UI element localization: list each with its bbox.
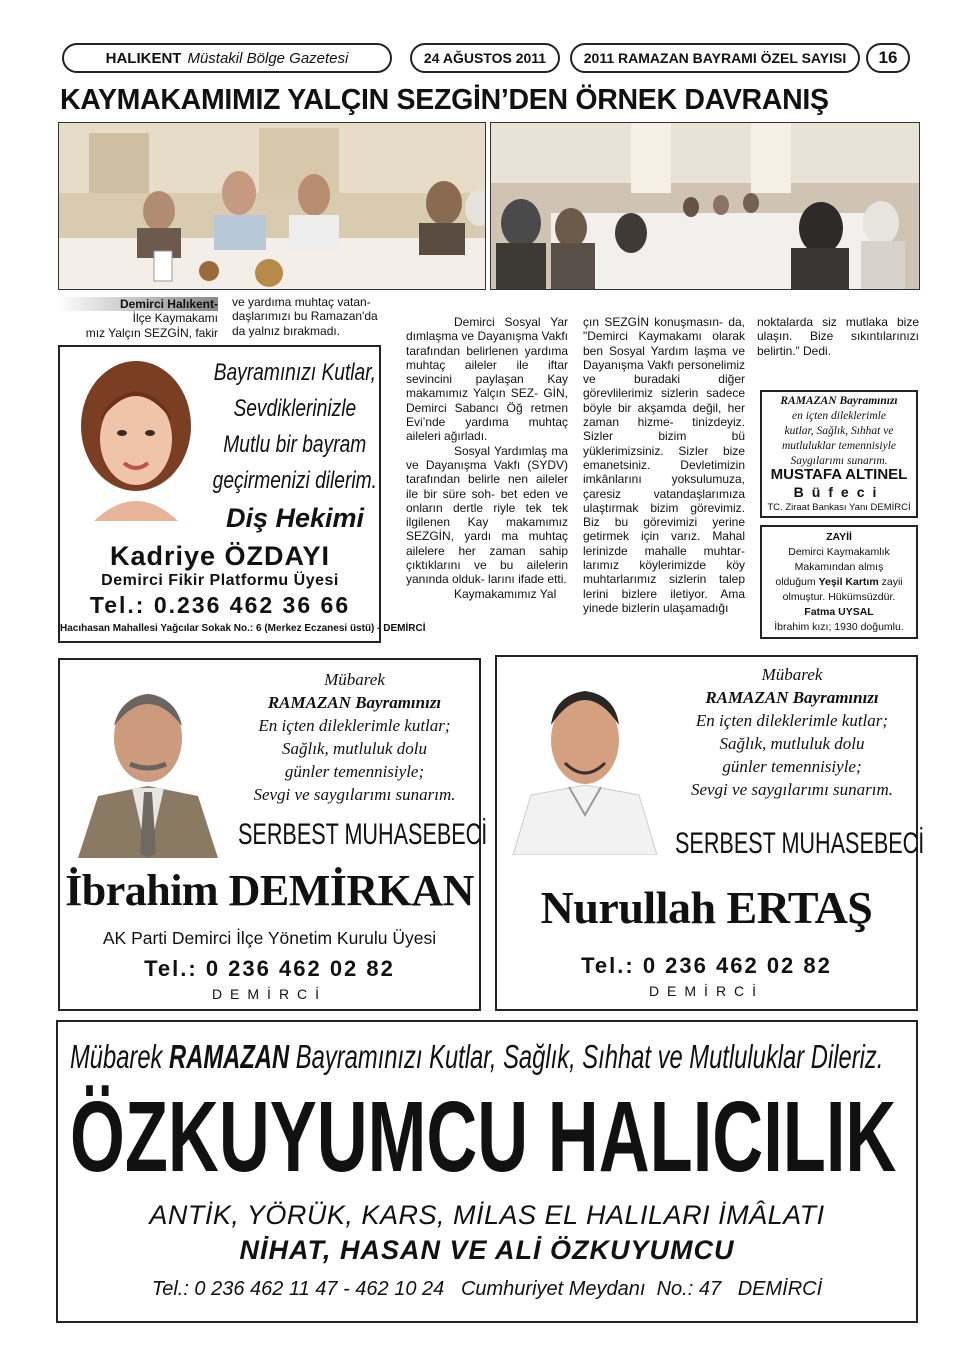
- demirkan-greeting-5: günler temennisiyle;: [284, 762, 425, 781]
- photo-guests: [490, 122, 920, 290]
- demirkan-greeting-1: Mübarek: [324, 670, 385, 689]
- ertas-greeting: [667, 663, 917, 801]
- ad-dentist: [58, 345, 426, 643]
- demirkan-greeting-6: Sevgi ve saygılarımı sunarım.: [253, 785, 456, 804]
- photo-officials: [58, 122, 486, 290]
- ozkuyumcu-slogan-pre: Mübarek: [70, 1038, 170, 1075]
- page-number-pill: [866, 43, 910, 73]
- article-headline: KAYMAKAMIMIZ YALÇIN SEZGİN’DEN ÖRNEK DAVRANIŞ: [60, 84, 829, 116]
- lost-card-line-2: Makamından almış: [794, 561, 884, 573]
- bufe-line-4: mutluluklar temennisiyle: [781, 440, 897, 452]
- demirkan-photo: [68, 668, 228, 858]
- dentist-phone: Tel.: 0.236 462 36 66: [89, 592, 351, 618]
- demirkan-greeting: [232, 668, 477, 806]
- ozkuyumcu-slogan: [70, 1038, 883, 1076]
- demirkan-portrait: [68, 668, 228, 858]
- paper-name-rest: Müstakil Bölge Gazetesi: [187, 49, 349, 67]
- article-col3-para3: Kaymakamımız Yal: [454, 586, 557, 601]
- demirkan-greeting-2: RAMAZAN Bayramınızı: [267, 693, 442, 712]
- lost-card-line-3: [762, 575, 916, 590]
- ertas-portrait: [505, 665, 665, 855]
- article-col1-line2: mız Yalçın SEZGİN, fakir: [85, 325, 218, 340]
- article-column-4: [583, 315, 745, 615]
- issue-title: 2011 RAMAZAN BAYRAMI ÖZEL SAYISI: [583, 50, 847, 66]
- article-col5-text: noktalarda siz mutlaka bize ulaşın. Bize sıkıntılarınızı belirtin.” Dedi.: [757, 315, 919, 358]
- ozkuyumcu-slogan-bold: RAMAZAN: [169, 1038, 290, 1075]
- dentist-portrait: [64, 351, 204, 521]
- article-column-2: [232, 295, 394, 338]
- article-col3-para2: Sosyal Yardımlaş ma ve Dayanışma Vakfı (SYDV) tarafından belirle nen aileler ile bir süre soh- bet eden ve onların dertle riyle tek tek ilgilenen Kay makamımız SEZGİN, yardı ma muhtaç ailelere her zaman sahip çıktıklarını ve bu ailelerin yanında olduk- larını ifade etti.: [406, 443, 568, 587]
- article-column-3: [406, 315, 568, 601]
- lost-card-content: [762, 530, 916, 635]
- ozkuyumcu-name: ÖZKUYUMCU HALICILIK: [70, 1081, 897, 1193]
- article-col4-text: çın SEZGİN konuşmasın- da, "Demirci Kaymakamı olarak ben Sosyal Yardım laşma ve Dayanışma Vakfı personelimiz ve buradaki diğer görevlilerimiz sizlerin sadece böyle bir akşamda değil, her zaman hizme- tinizdeyiz. Sizler bizim bü yüklerimizsiniz. Sizler bize emanetsiniz. Devletimizin imkânlarını yoksulumuza, çaresiz vatandaşlarımıza ulaştırmak bizim görevimiz. Biz bu görevimizi yerine getirmek için varız. Mahal lerinizde mahalle muhtar- larımız köylerimizde köy muhtarlarımız sizlerin talep lerini bizlere iletiyor. Ama yinede bizlerin ulaşamadığı: [583, 315, 745, 615]
- ertas-city: DEMİRCİ: [648, 983, 765, 999]
- bufe-address: TC. Ziraat Bankası Yanı DEMİRCİ: [767, 502, 911, 513]
- ertas-greeting-6: Sevgi ve saygılarımı sunarım.: [690, 780, 894, 799]
- lost-card-line-3-bold: Yeşil Kartım: [818, 576, 879, 588]
- issue-pill: [570, 43, 860, 73]
- bufe-line-5: Saygılarımı sunarım.: [790, 455, 888, 467]
- lost-card-name: Fatma UYSAL: [804, 606, 874, 618]
- demirkan-profession: SERBEST MUHASEBECİ: [238, 818, 488, 851]
- article-column-1: [56, 297, 218, 340]
- bufe-business: Büfeci: [793, 484, 885, 500]
- lost-card-line-1: Demirci Kaymakamlık: [788, 546, 890, 558]
- dentist-role: Demirci Fikir Platformu Üyesi: [101, 572, 339, 589]
- lost-card-line-3-pre: olduğum: [775, 576, 819, 588]
- ozkuyumcu-products: ANTİK, YÖRÜK, KARS, MİLAS EL HALILARI İMÂLATI: [149, 1200, 825, 1230]
- masthead-pill: [62, 43, 392, 73]
- ozkuyumcu-contact: Tel.: 0 236 462 11 47 - 462 10 24 Cumhuriyet Meydanı No.: 47 DEMİRCİ: [151, 1278, 823, 1300]
- lost-card-line-4: olmuştur. Hükümsüzdür.: [782, 591, 896, 603]
- paper-name-bold: HALIKENT: [105, 49, 182, 67]
- ertas-greeting-4: Sağlık, mutluluk dolu: [719, 734, 865, 753]
- ertas-phone: Tel.: 0 236 462 02 82: [581, 953, 832, 978]
- demirkan-name: İbrahim DEMİRKAN: [65, 866, 474, 915]
- dentist-greeting: [210, 355, 380, 499]
- dentist-photo: [64, 351, 204, 521]
- demirkan-greeting-4: Sağlık, mutluluk dolu: [282, 739, 427, 758]
- lost-card-line-3-post: zayii: [878, 576, 903, 588]
- photo-guests-image: [491, 123, 920, 290]
- dentist-greeting-line-2: Sevdiklerinizle: [233, 395, 357, 422]
- issue-date: 24 AĞUSTOS 2011: [423, 50, 547, 66]
- ozkuyumcu-owners: NİHAT, HASAN VE ALİ ÖZKUYUMCU: [239, 1235, 735, 1265]
- demirkan-role: AK Parti Demirci İlçe Yönetim Kurulu Üyesi: [102, 928, 437, 948]
- demirkan-phone: Tel.: 0 236 462 02 82: [144, 956, 395, 981]
- demirkan-greeting-3: En içten dileklerimle kutlar;: [258, 716, 451, 735]
- ad-lost-card: [760, 525, 918, 639]
- dentist-greeting-line-3: Mutlu bir bayram: [223, 431, 367, 458]
- ozkuyumcu-slogan-post: Bayramınızı Kutlar, Sağlık, Sıhhat ve Mutluluklar Dileriz.: [289, 1038, 884, 1075]
- ertas-greeting-3: En içten dileklerimle kutlar;: [695, 711, 889, 730]
- dentist-greeting-line-4: geçirmenizi dilerim.: [212, 467, 377, 494]
- bufe-line-2: en içten dileklerimle: [792, 410, 886, 422]
- bufe-greeting: [762, 394, 916, 469]
- lost-card-title: ZAYİİ: [826, 531, 852, 543]
- page-number: 16: [878, 48, 898, 67]
- lost-card-line-5: İbrahim kızı; 1930 doğumlu.: [774, 621, 904, 633]
- ad-demirkan: [58, 658, 488, 1011]
- article-kicker: Demirci Halıkent-: [119, 297, 218, 311]
- date-pill: [410, 43, 560, 73]
- article-col2-text: ve yardıma muhtaç vatan- daşlarımızı bu Ramazan'da da yalnız bırakmadı.: [232, 295, 378, 338]
- ad-ertas: [495, 655, 925, 1011]
- bufe-owner: MUSTAFA ALTINEL: [770, 466, 908, 483]
- ertas-profession: SERBEST MUHASEBECİ: [675, 827, 925, 860]
- photo-officials-image: [59, 123, 486, 290]
- bufe-line-1: RAMAZAN Bayramınızı: [780, 395, 898, 407]
- demirkan-city: DEMİRCİ: [211, 986, 328, 1002]
- article-col1-line1: İlçe Kaymakamı: [132, 311, 218, 326]
- article-column-5: [757, 315, 919, 358]
- dentist-name: Kadriye ÖZDAYI: [109, 541, 331, 571]
- ertas-greeting-5: günler temennisiyle;: [722, 757, 862, 776]
- ertas-greeting-1: Mübarek: [761, 665, 823, 684]
- dentist-title: Diş Hekimi: [225, 503, 365, 533]
- dentist-greeting-line-1: Bayramınızı Kutlar,: [213, 359, 376, 386]
- ertas-greeting-2: RAMAZAN Bayramınızı: [705, 688, 879, 707]
- dentist-address: Hacıhasan Mahallesi Yağcılar Sokak No.: 6 (Merkez Eczanesi üstü) - DEMİRCİ: [60, 623, 426, 634]
- bufe-line-3: kutlar, Sağlık, Sıhhat ve: [784, 425, 894, 437]
- ertas-name: Nurullah ERTAŞ: [540, 882, 873, 933]
- ertas-photo: [505, 665, 665, 855]
- article-col3-para1: Demirci Sosyal Yar dımlaşma ve Dayanışma Vakfı tarafından belirlenen yardıma muhtaç aileler ile iftar sevincini paylaşan Kay makamımız Yalçın SEZ- GİN, Demirci Sabancı Öğ retmen Evi’nde yardıma muhtaç aileleri ağırladı.: [406, 315, 568, 444]
- ad-bufe: [760, 390, 918, 518]
- ad-ozkuyumcu: [56, 1020, 918, 1323]
